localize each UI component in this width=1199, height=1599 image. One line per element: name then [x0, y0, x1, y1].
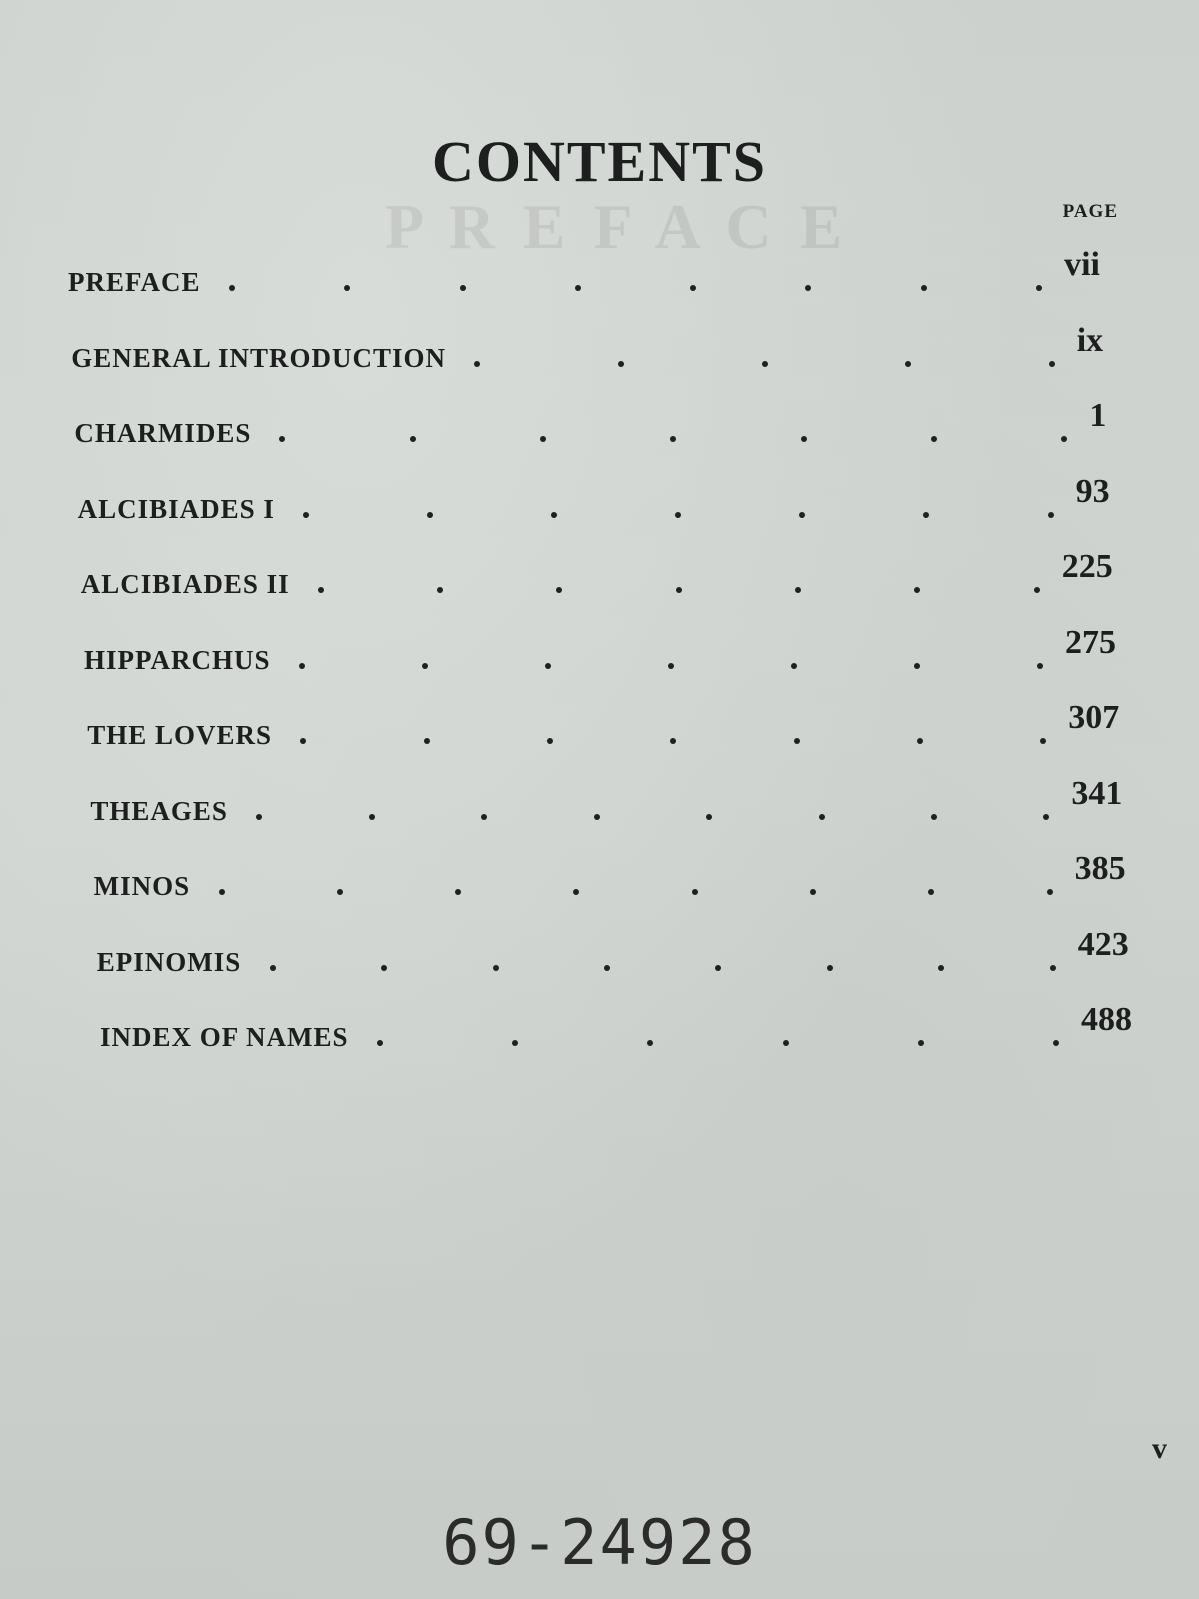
- library-stamp-number: 69-24928: [442, 1506, 757, 1579]
- leader-dot: [1048, 512, 1054, 518]
- toc-entry-page-number: 275: [1065, 623, 1116, 661]
- dot-leader: [474, 358, 1055, 370]
- leader-dot: [762, 361, 768, 367]
- leader-dot: [914, 587, 920, 593]
- leader-dot: [270, 965, 276, 971]
- leader-dot: [917, 738, 923, 744]
- toc-entry-title: EPINOMIS: [96, 946, 242, 977]
- toc-entry-page-number: vii: [1064, 246, 1100, 283]
- toc-entry: [93, 850, 1126, 902]
- leader-dot: [715, 965, 721, 971]
- leader-dot: [299, 663, 305, 669]
- leader-dot: [303, 512, 309, 518]
- leader-dot: [690, 285, 696, 291]
- leader-dot: [692, 889, 698, 895]
- leader-dot: [647, 1040, 653, 1046]
- toc-entry: [80, 548, 1113, 600]
- leader-dot: [805, 285, 811, 291]
- dot-leader: [318, 584, 1040, 596]
- toc-entry-title: THEAGES: [90, 795, 228, 826]
- toc-entry: [77, 472, 1110, 525]
- bleed-through-text: P R E F A C E: [385, 191, 849, 262]
- dot-leader: [279, 433, 1067, 445]
- leader-dot: [791, 663, 797, 669]
- leader-dot: [795, 587, 801, 593]
- leader-dot: [540, 436, 546, 442]
- leader-dot: [1043, 814, 1049, 820]
- leader-dot: [381, 965, 387, 971]
- leader-dot: [794, 738, 800, 744]
- dot-leader: [270, 962, 1056, 974]
- toc-entry-page-number: 307: [1068, 699, 1120, 736]
- toc-entry-title: MINOS: [93, 871, 191, 901]
- leader-dot: [670, 738, 676, 744]
- leader-dot: [905, 361, 911, 367]
- leader-dot: [819, 814, 825, 820]
- toc-entry: [87, 699, 1120, 751]
- leader-dot: [668, 663, 674, 669]
- toc-entry-title: CHARMIDES: [74, 418, 252, 448]
- leader-dot: [460, 285, 466, 291]
- leader-dot: [575, 285, 581, 291]
- toc-entry-page-number: 93: [1075, 472, 1110, 510]
- leader-dot: [556, 587, 562, 593]
- leader-dot: [547, 738, 553, 744]
- leader-dot: [545, 663, 551, 669]
- dot-leader: [377, 1037, 1059, 1049]
- toc-entry-page-number: 1: [1089, 397, 1107, 434]
- toc-entry-page-number: ix: [1076, 321, 1104, 359]
- page-column-label: PAGE: [1062, 201, 1118, 222]
- leader-dot: [676, 587, 682, 593]
- toc-entry-title: ALCIBIADES II: [80, 569, 290, 599]
- leader-dot: [1037, 663, 1043, 669]
- leader-dot: [344, 285, 350, 291]
- leader-dot: [219, 889, 225, 895]
- toc-entry-page-number: 488: [1081, 1001, 1132, 1038]
- leader-dot: [279, 436, 285, 442]
- leader-dot: [1053, 1040, 1059, 1046]
- leader-dot: [512, 1040, 518, 1046]
- toc-entry-page-number: 225: [1061, 548, 1113, 585]
- leader-dot: [377, 1040, 383, 1046]
- page-folio: v: [1152, 1432, 1167, 1465]
- toc-entry: [96, 925, 1129, 978]
- toc-entry-title: INDEX OF NAMES: [100, 1022, 349, 1052]
- leader-dot: [474, 361, 480, 367]
- toc-entry: [100, 1001, 1132, 1053]
- contents-heading: CONTENTS: [431, 129, 768, 194]
- leader-dot: [1050, 965, 1056, 971]
- leader-dot: [337, 889, 343, 895]
- leader-dot: [594, 814, 600, 820]
- leader-dot: [437, 587, 443, 593]
- toc-entry-page-number: 423: [1077, 925, 1129, 963]
- leader-dot: [604, 965, 610, 971]
- leader-dot: [827, 965, 833, 971]
- leader-dot: [938, 965, 944, 971]
- leader-dot: [799, 512, 805, 518]
- leader-dot: [424, 738, 430, 744]
- leader-dot: [921, 285, 927, 291]
- leader-dot: [923, 512, 929, 518]
- leader-dot: [1036, 285, 1042, 291]
- toc-entry-title: ALCIBIADES I: [77, 493, 275, 524]
- dot-leader: [219, 886, 1053, 898]
- leader-dot: [928, 889, 934, 895]
- leader-dot: [369, 814, 375, 820]
- leader-dot: [455, 889, 461, 895]
- leader-dot: [256, 814, 262, 820]
- toc-entry-title: THE LOVERS: [87, 720, 272, 750]
- dot-leader: [300, 735, 1046, 747]
- leader-dot: [481, 814, 487, 820]
- toc-entry-title: GENERAL INTRODUCTION: [71, 342, 446, 373]
- leader-dot: [422, 663, 428, 669]
- toc-entry: [74, 397, 1107, 449]
- toc-entry-title: PREFACE: [68, 267, 201, 297]
- leader-dot: [1047, 889, 1053, 895]
- toc-entry-page-number: 341: [1071, 774, 1123, 812]
- leader-dot: [783, 1040, 789, 1046]
- leader-dot: [931, 814, 937, 820]
- leader-dot: [706, 814, 712, 820]
- leader-dot: [1040, 738, 1046, 744]
- leader-dot: [1049, 361, 1055, 367]
- dot-leader: [303, 509, 1054, 521]
- leader-dot: [670, 436, 676, 442]
- toc-entry: [68, 246, 1100, 298]
- leader-dot: [675, 512, 681, 518]
- leader-dot: [318, 587, 324, 593]
- leader-dot: [914, 663, 920, 669]
- leader-dot: [551, 512, 557, 518]
- toc-entry: [71, 321, 1104, 374]
- leader-dot: [801, 436, 807, 442]
- toc-entry-title: HIPPARCHUS: [84, 644, 271, 675]
- leader-dot: [1061, 436, 1067, 442]
- dot-leader: [256, 811, 1049, 823]
- toc-entry: [84, 623, 1116, 676]
- leader-dot: [427, 512, 433, 518]
- leader-dot: [1034, 587, 1040, 593]
- leader-dot: [573, 889, 579, 895]
- dot-leader: [229, 282, 1042, 294]
- toc-entry: [90, 774, 1123, 827]
- dot-leader: [299, 660, 1043, 672]
- leader-dot: [229, 285, 235, 291]
- leader-dot: [618, 361, 624, 367]
- leader-dot: [300, 738, 306, 744]
- leader-dot: [810, 889, 816, 895]
- leader-dot: [410, 436, 416, 442]
- leader-dot: [493, 965, 499, 971]
- leader-dot: [918, 1040, 924, 1046]
- toc-entry-page-number: 385: [1074, 850, 1126, 887]
- leader-dot: [931, 436, 937, 442]
